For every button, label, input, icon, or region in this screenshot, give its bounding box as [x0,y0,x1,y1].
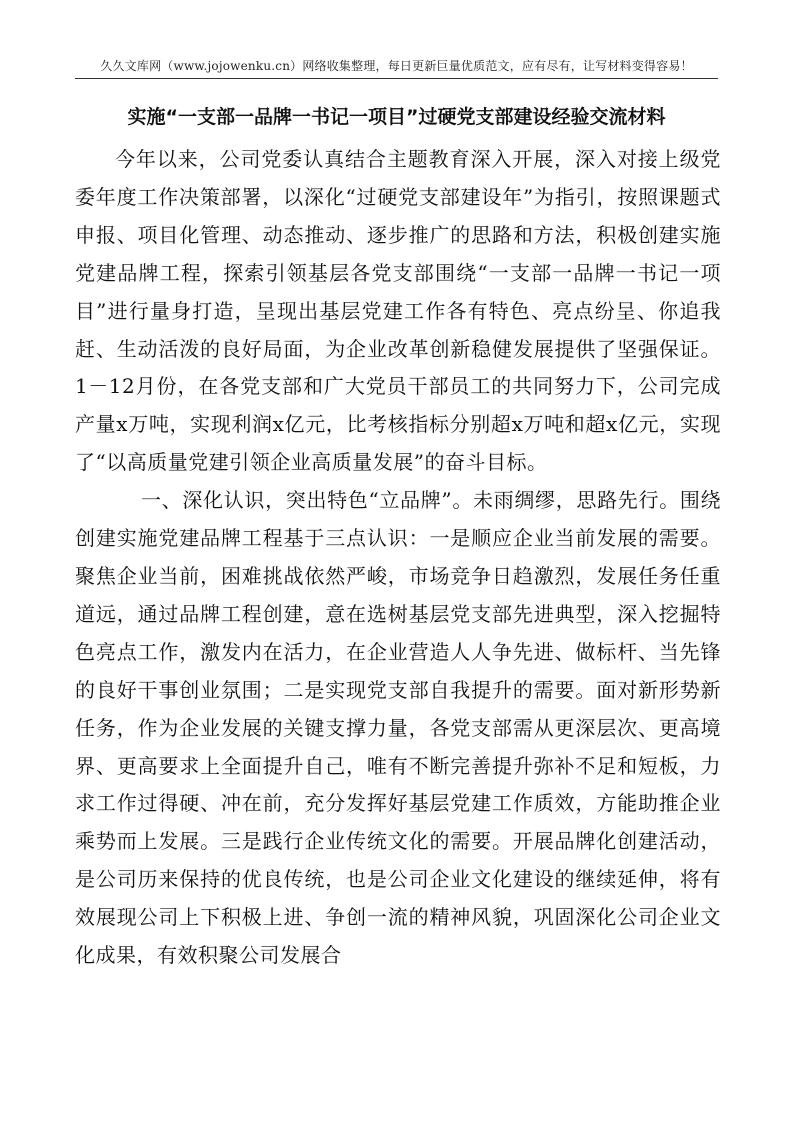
page-header-text: 久久文库网（www.jojowenku.cn）网络收集整理，每日更新巨量优质范文，应有尽有，让写材料变得容易！ [100,59,693,73]
paragraph-intro: 今年以来，公司党委认真结合主题教育深入开展，深入对接上级党委年度工作决策部署，以深化“过硬党支部建设年”为指引，按照课题式申报、项目化管理、动态推动、逐步推广的思路和方法，积极创建实施党建品牌工程，探索引领基层各党支部围绕“一支部一品牌一书记一项目”进行量身打造，呈现出基层党建工作各有特色、亮点纷呈、你追我赶、生动活泼的良好局面，为企业改革创新稳健发展提供了坚强保证。1－12月份，在各党支部和广大党员干部员工的共同努力下，公司完成产量x万吨，实现利润x亿元，比考核指标分别超x万吨和超x亿元，实现了“以高质量党建引领企业高质量发展”的奋斗目标。 [75,147,721,475]
paragraph-section-1: 一、深化认识，突出特色“立品牌”。未雨绸缪，思路先行。围绕创建实施党建品牌工程基于三点认识：一是顺应企业当前发展的需要。聚焦企业当前，困难挑战依然严峻，市场竞争日趋激烈，发展任务任重道远，通过品牌工程创建，意在选树基层党支部先进典型，深入挖掘特色亮点工作，激发内在活力，在企业营造人人争先进、做标杆、当先锋的良好干事创业氛围；二是实现党支部自我提升的需要。面对新形势新任务，作为企业发展的关键支撑力量，各党支部需从更深层次、更高境界、更高要求上全面提升自己，唯有不断完善提升弥补不足和短板，力求工作过得硬、冲在前，充分发挥好基层党建工作质效，方能助推企业乘势而上发展。三是践行企业传统文化的需要。开展品牌化创建活动，是公司历来保持的优良传统，也是公司企业文化建设的继续延伸，将有效展现公司上下积极上进、争创一流的精神风貌，巩固深化公司企业文化成果，有效积聚公司发展合 [75,488,721,968]
document-body [75,141,721,975]
header-divider [75,78,718,79]
document-title: 实施“一支部一品牌一书记一项目”过硬党支部建设经验交流材料 [127,106,666,128]
